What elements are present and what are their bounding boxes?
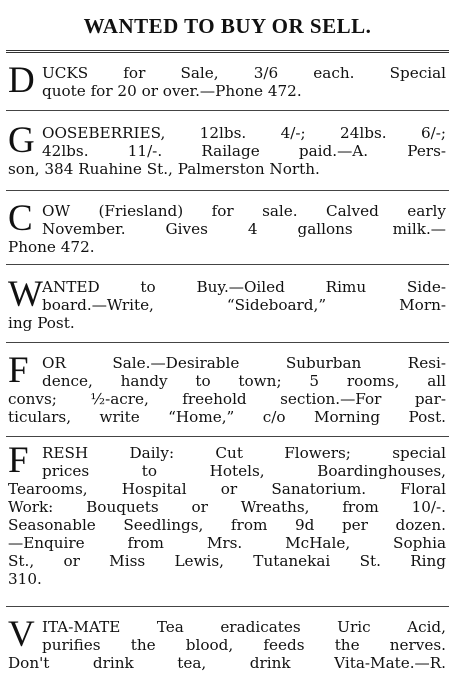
ad-residence bbox=[8, 350, 446, 426]
ad-line: Don't drink tea, drink Vita-Mate.—R. bbox=[8, 654, 446, 672]
ad-vita-mate bbox=[8, 614, 446, 672]
ad-line: purifies the blood, feeds the nerves. bbox=[42, 636, 446, 654]
ad-line: November. Gives 4 gallons milk.— bbox=[42, 220, 446, 238]
ad-ducks bbox=[8, 60, 446, 101]
ad-divider bbox=[6, 190, 449, 191]
ad-line: quote for 20 or over.—Phone 472. bbox=[42, 82, 302, 100]
title-divider bbox=[6, 50, 449, 53]
ad-divider bbox=[6, 110, 449, 111]
drop-cap: G bbox=[8, 120, 35, 161]
ad-line: RESH Daily: Cut Flowers; special bbox=[42, 444, 446, 462]
ad-sideboard bbox=[8, 274, 446, 332]
drop-cap: W bbox=[8, 274, 43, 315]
ad-line: —Enquire from Mrs. McHale, Sophia bbox=[8, 534, 446, 552]
drop-cap: C bbox=[8, 198, 33, 239]
ad-line: OOSEBERRIES, 12lbs. 4/-; 24lbs. 6/-; bbox=[42, 124, 446, 142]
ad-flowers bbox=[8, 440, 446, 588]
drop-cap: F bbox=[8, 350, 29, 391]
drop-cap: F bbox=[8, 440, 29, 481]
ad-line: Phone 472. bbox=[8, 238, 95, 256]
ad-divider bbox=[6, 342, 449, 343]
ad-line: OR Sale.—Desirable Suburban Resi- bbox=[42, 354, 446, 372]
drop-cap: D bbox=[8, 60, 35, 101]
ad-line: 42lbs. 11/-. Railage paid.—A. Pers- bbox=[42, 142, 446, 160]
ad-cow bbox=[8, 198, 446, 256]
ad-line: convs; ½-acre, freehold section.—For par- bbox=[8, 390, 446, 408]
classified-column bbox=[6, 0, 449, 678]
ad-divider bbox=[6, 436, 449, 437]
ad-line: Seasonable Seedlings, from 9d per dozen. bbox=[8, 516, 446, 534]
ad-gooseberries bbox=[8, 120, 446, 178]
ad-line: ANTED to Buy.—Oiled Rimu Side- bbox=[42, 278, 446, 296]
ad-line: son, 384 Ruahine St., Palmerston North. bbox=[8, 160, 320, 178]
ad-divider bbox=[6, 606, 449, 607]
page-title: WANTED TO BUY OR SELL. bbox=[83, 14, 372, 38]
ad-line: Work: Bouquets or Wreaths, from 10/-. bbox=[8, 498, 446, 516]
ad-line: board.—Write, “Sideboard,” Morn- bbox=[42, 296, 446, 314]
ad-line: ing Post. bbox=[8, 314, 75, 332]
ad-divider bbox=[6, 264, 449, 265]
ad-line: St., or Miss Lewis, Tutanekai St. Ring bbox=[8, 552, 446, 570]
ad-line: 310. bbox=[8, 570, 42, 588]
ad-line: prices to Hotels, Boardinghouses, bbox=[42, 462, 446, 480]
drop-cap: V bbox=[8, 614, 35, 655]
ad-line: ticulars, write “Home,” c/o Morning Post. bbox=[8, 408, 446, 426]
ad-line: UCKS for Sale, 3/6 each. Special bbox=[42, 64, 446, 82]
ad-line: Tearooms, Hospital or Sanatorium. Floral bbox=[8, 480, 446, 498]
ad-line: dence, handy to town; 5 rooms, all bbox=[42, 372, 446, 390]
ad-line: ITA-MATE Tea eradicates Uric Acid, bbox=[42, 618, 446, 636]
ad-line: OW (Friesland) for sale. Calved early bbox=[42, 202, 446, 220]
